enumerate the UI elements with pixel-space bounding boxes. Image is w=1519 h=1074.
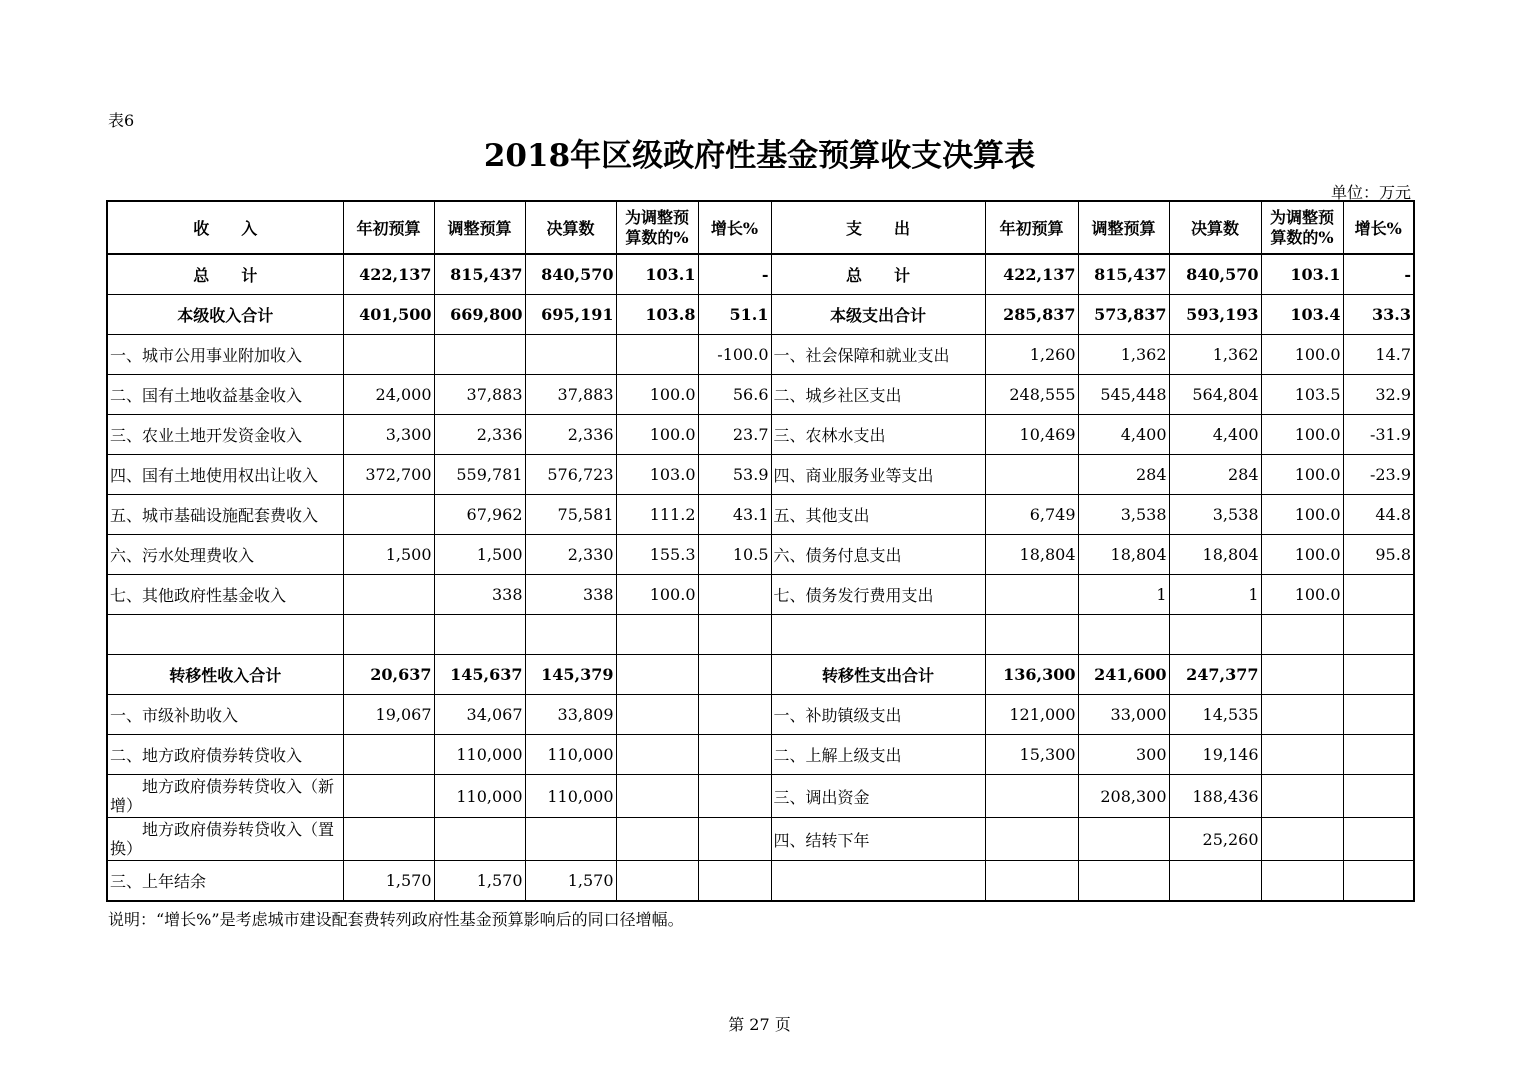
expense-initial: 10,469 — [985, 415, 1078, 455]
unit-label: 单位：万元 — [1330, 183, 1411, 202]
table-row — [107, 695, 1414, 735]
income-final: 33,809 — [525, 695, 616, 735]
expense-final: 564,804 — [1169, 375, 1261, 415]
expense-final: 593,193 — [1169, 295, 1261, 335]
expense-growth — [1343, 655, 1414, 695]
income-adjusted: 338 — [434, 575, 525, 615]
expense-pct: 100.0 — [1261, 455, 1343, 495]
header-income: 收 入 — [107, 201, 343, 254]
income-adjusted: 669,800 — [434, 295, 525, 335]
income-label: 五、城市基础设施配套费收入 — [107, 495, 343, 535]
expense-pct — [1261, 695, 1343, 735]
expense-initial — [985, 575, 1078, 615]
table-row — [107, 295, 1414, 335]
table-row — [107, 655, 1414, 695]
expense-final: 25,260 — [1169, 818, 1261, 861]
income-label: 三、农业土地开发资金收入 — [107, 415, 343, 455]
income-label: 二、地方政府债券转贷收入 — [107, 735, 343, 775]
table-row — [107, 818, 1414, 861]
income-growth — [698, 735, 771, 775]
income-label: 地方政府债券转贷收入（置换） — [107, 818, 343, 861]
income-growth: -100.0 — [698, 335, 771, 375]
table-row — [107, 254, 1414, 295]
income-adjusted: 37,883 — [434, 375, 525, 415]
income-growth — [698, 818, 771, 861]
income-pct — [616, 695, 698, 735]
expense-initial: 18,804 — [985, 535, 1078, 575]
expense-final: 3,538 — [1169, 495, 1261, 535]
income-growth: - — [698, 254, 771, 295]
header-adjusted: 调整预算 — [1078, 201, 1169, 254]
expense-final — [1169, 861, 1261, 902]
expense-initial — [985, 861, 1078, 902]
income-adjusted: 815,437 — [434, 254, 525, 295]
expense-label: 二、上解上级支出 — [771, 735, 985, 775]
expense-growth — [1343, 695, 1414, 735]
expense-label: 一、补助镇级支出 — [771, 695, 985, 735]
expense-growth — [1343, 818, 1414, 861]
income-pct: 103.0 — [616, 455, 698, 495]
expense-growth — [1343, 615, 1414, 655]
expense-adjusted: 208,300 — [1078, 775, 1169, 818]
income-pct — [616, 775, 698, 818]
income-final: 695,191 — [525, 295, 616, 335]
expense-initial: 248,555 — [985, 375, 1078, 415]
header-expense: 支 出 — [771, 201, 985, 254]
expense-final — [1169, 615, 1261, 655]
table-row — [107, 535, 1414, 575]
expense-pct — [1261, 615, 1343, 655]
income-label: 转移性收入合计 — [107, 655, 343, 695]
expense-growth — [1343, 735, 1414, 775]
income-growth: 51.1 — [698, 295, 771, 335]
income-final — [525, 335, 616, 375]
income-adjusted: 110,000 — [434, 775, 525, 818]
income-label: 二、国有土地收益基金收入 — [107, 375, 343, 415]
expense-final: 188,436 — [1169, 775, 1261, 818]
expense-label: 三、调出资金 — [771, 775, 985, 818]
expense-label: 一、社会保障和就业支出 — [771, 335, 985, 375]
income-growth: 53.9 — [698, 455, 771, 495]
header-initial: 年初预算 — [985, 201, 1078, 254]
income-growth — [698, 615, 771, 655]
header-pct: 为调整预算数的% — [1261, 201, 1343, 254]
expense-final: 284 — [1169, 455, 1261, 495]
expense-final: 4,400 — [1169, 415, 1261, 455]
expense-adjusted: 241,600 — [1078, 655, 1169, 695]
expense-adjusted: 3,538 — [1078, 495, 1169, 535]
header-final: 决算数 — [1169, 201, 1261, 254]
expense-initial — [985, 818, 1078, 861]
income-final: 840,570 — [525, 254, 616, 295]
income-label: 地方政府债券转贷收入（新增） — [107, 775, 343, 818]
expense-pct — [1261, 655, 1343, 695]
budget-table — [106, 200, 1415, 902]
expense-growth — [1343, 861, 1414, 902]
income-final — [525, 615, 616, 655]
income-pct: 100.0 — [616, 415, 698, 455]
expense-pct: 100.0 — [1261, 575, 1343, 615]
expense-initial — [985, 615, 1078, 655]
income-initial — [343, 575, 434, 615]
header-adjusted: 调整预算 — [434, 201, 525, 254]
page-number: 第 27 页 — [728, 1015, 791, 1034]
table-row — [107, 495, 1414, 535]
income-final: 2,330 — [525, 535, 616, 575]
income-initial: 401,500 — [343, 295, 434, 335]
expense-growth: 33.3 — [1343, 295, 1414, 335]
expense-adjusted: 4,400 — [1078, 415, 1169, 455]
expense-pct: 103.5 — [1261, 375, 1343, 415]
expense-adjusted: 573,837 — [1078, 295, 1169, 335]
table-label: 表6 — [108, 111, 135, 130]
table-row — [107, 861, 1414, 902]
income-label: 六、污水处理费收入 — [107, 535, 343, 575]
expense-label: 四、商业服务业等支出 — [771, 455, 985, 495]
expense-initial: 285,837 — [985, 295, 1078, 335]
expense-pct: 100.0 — [1261, 415, 1343, 455]
expense-label: 六、债务付息支出 — [771, 535, 985, 575]
income-final: 75,581 — [525, 495, 616, 535]
income-adjusted: 145,637 — [434, 655, 525, 695]
table-row — [107, 775, 1414, 818]
income-adjusted — [434, 615, 525, 655]
expense-label: 转移性支出合计 — [771, 655, 985, 695]
expense-pct — [1261, 818, 1343, 861]
expense-label: 本级支出合计 — [771, 295, 985, 335]
income-initial — [343, 818, 434, 861]
table-row — [107, 735, 1414, 775]
income-adjusted — [434, 335, 525, 375]
income-final: 338 — [525, 575, 616, 615]
income-final: 110,000 — [525, 735, 616, 775]
page-title: 2018年区级政府性基金预算收支决算表 — [483, 138, 1036, 174]
expense-label: 七、债务发行费用支出 — [771, 575, 985, 615]
expense-growth — [1343, 575, 1414, 615]
income-initial: 1,500 — [343, 535, 434, 575]
income-pct — [616, 818, 698, 861]
income-initial — [343, 775, 434, 818]
income-initial: 24,000 — [343, 375, 434, 415]
income-label: 总 计 — [107, 254, 343, 295]
income-pct — [616, 861, 698, 902]
expense-adjusted: 33,000 — [1078, 695, 1169, 735]
expense-final: 18,804 — [1169, 535, 1261, 575]
header-pct: 为调整预算数的% — [616, 201, 698, 254]
expense-growth: -31.9 — [1343, 415, 1414, 455]
table-row — [107, 335, 1414, 375]
income-growth — [698, 775, 771, 818]
expense-initial: 422,137 — [985, 254, 1078, 295]
expense-final: 840,570 — [1169, 254, 1261, 295]
income-growth: 43.1 — [698, 495, 771, 535]
income-pct: 155.3 — [616, 535, 698, 575]
expense-growth: 32.9 — [1343, 375, 1414, 415]
expense-final: 19,146 — [1169, 735, 1261, 775]
income-label — [107, 615, 343, 655]
expense-initial — [985, 455, 1078, 495]
expense-adjusted — [1078, 861, 1169, 902]
header-row — [107, 201, 1414, 254]
income-pct: 111.2 — [616, 495, 698, 535]
expense-adjusted: 300 — [1078, 735, 1169, 775]
income-final: 37,883 — [525, 375, 616, 415]
footnote: 说明：“增长%”是考虑城市建设配套费转列政府性基金预算影响后的同口径增幅。 — [108, 910, 684, 929]
expense-adjusted: 18,804 — [1078, 535, 1169, 575]
header-growth: 增长% — [1343, 201, 1414, 254]
income-final — [525, 818, 616, 861]
expense-adjusted: 284 — [1078, 455, 1169, 495]
income-label: 三、上年结余 — [107, 861, 343, 902]
income-initial — [343, 735, 434, 775]
expense-growth: - — [1343, 254, 1414, 295]
income-pct: 100.0 — [616, 375, 698, 415]
expense-final: 14,535 — [1169, 695, 1261, 735]
income-pct — [616, 335, 698, 375]
income-label: 四、国有土地使用权出让收入 — [107, 455, 343, 495]
expense-pct — [1261, 861, 1343, 902]
income-adjusted — [434, 818, 525, 861]
expense-label — [771, 861, 985, 902]
income-label: 一、城市公用事业附加收入 — [107, 335, 343, 375]
expense-pct: 103.1 — [1261, 254, 1343, 295]
expense-growth: 44.8 — [1343, 495, 1414, 535]
income-pct: 103.8 — [616, 295, 698, 335]
expense-initial: 6,749 — [985, 495, 1078, 535]
expense-initial: 15,300 — [985, 735, 1078, 775]
income-adjusted: 67,962 — [434, 495, 525, 535]
expense-growth — [1343, 775, 1414, 818]
income-adjusted: 1,570 — [434, 861, 525, 902]
income-label: 本级收入合计 — [107, 295, 343, 335]
income-growth: 23.7 — [698, 415, 771, 455]
expense-growth: 14.7 — [1343, 335, 1414, 375]
expense-pct — [1261, 735, 1343, 775]
expense-initial: 1,260 — [985, 335, 1078, 375]
expense-pct: 100.0 — [1261, 535, 1343, 575]
expense-growth: 95.8 — [1343, 535, 1414, 575]
expense-adjusted: 1,362 — [1078, 335, 1169, 375]
income-growth: 10.5 — [698, 535, 771, 575]
expense-growth: -23.9 — [1343, 455, 1414, 495]
income-growth — [698, 655, 771, 695]
header-final: 决算数 — [525, 201, 616, 254]
expense-final: 1,362 — [1169, 335, 1261, 375]
income-final: 145,379 — [525, 655, 616, 695]
expense-label: 二、城乡社区支出 — [771, 375, 985, 415]
expense-pct: 103.4 — [1261, 295, 1343, 335]
income-initial: 1,570 — [343, 861, 434, 902]
income-final: 2,336 — [525, 415, 616, 455]
income-initial: 372,700 — [343, 455, 434, 495]
expense-final: 1 — [1169, 575, 1261, 615]
table-row — [107, 375, 1414, 415]
income-final: 576,723 — [525, 455, 616, 495]
income-initial: 3,300 — [343, 415, 434, 455]
income-growth — [698, 695, 771, 735]
expense-label: 总 计 — [771, 254, 985, 295]
income-initial: 19,067 — [343, 695, 434, 735]
table-row — [107, 615, 1414, 655]
income-initial: 422,137 — [343, 254, 434, 295]
income-pct: 103.1 — [616, 254, 698, 295]
expense-label — [771, 615, 985, 655]
expense-pct: 100.0 — [1261, 335, 1343, 375]
expense-adjusted — [1078, 615, 1169, 655]
expense-label: 四、结转下年 — [771, 818, 985, 861]
income-label: 七、其他政府性基金收入 — [107, 575, 343, 615]
expense-initial — [985, 775, 1078, 818]
income-adjusted: 34,067 — [434, 695, 525, 735]
expense-pct — [1261, 775, 1343, 818]
income-growth — [698, 861, 771, 902]
table-row — [107, 455, 1414, 495]
header-initial: 年初预算 — [343, 201, 434, 254]
income-adjusted: 1,500 — [434, 535, 525, 575]
expense-label: 五、其他支出 — [771, 495, 985, 535]
income-pct — [616, 615, 698, 655]
income-growth: 56.6 — [698, 375, 771, 415]
income-initial — [343, 495, 434, 535]
income-pct — [616, 735, 698, 775]
income-adjusted: 2,336 — [434, 415, 525, 455]
table-row — [107, 575, 1414, 615]
income-adjusted: 110,000 — [434, 735, 525, 775]
expense-pct: 100.0 — [1261, 495, 1343, 535]
income-initial — [343, 335, 434, 375]
expense-adjusted: 815,437 — [1078, 254, 1169, 295]
income-final: 110,000 — [525, 775, 616, 818]
expense-adjusted: 1 — [1078, 575, 1169, 615]
income-adjusted: 559,781 — [434, 455, 525, 495]
income-initial: 20,637 — [343, 655, 434, 695]
income-growth — [698, 575, 771, 615]
income-initial — [343, 615, 434, 655]
expense-initial: 136,300 — [985, 655, 1078, 695]
income-pct — [616, 655, 698, 695]
income-label: 一、市级补助收入 — [107, 695, 343, 735]
header-growth: 增长% — [698, 201, 771, 254]
expense-label: 三、农林水支出 — [771, 415, 985, 455]
expense-adjusted — [1078, 818, 1169, 861]
expense-final: 247,377 — [1169, 655, 1261, 695]
table-row — [107, 415, 1414, 455]
income-final: 1,570 — [525, 861, 616, 902]
expense-initial: 121,000 — [985, 695, 1078, 735]
expense-adjusted: 545,448 — [1078, 375, 1169, 415]
income-pct: 100.0 — [616, 575, 698, 615]
